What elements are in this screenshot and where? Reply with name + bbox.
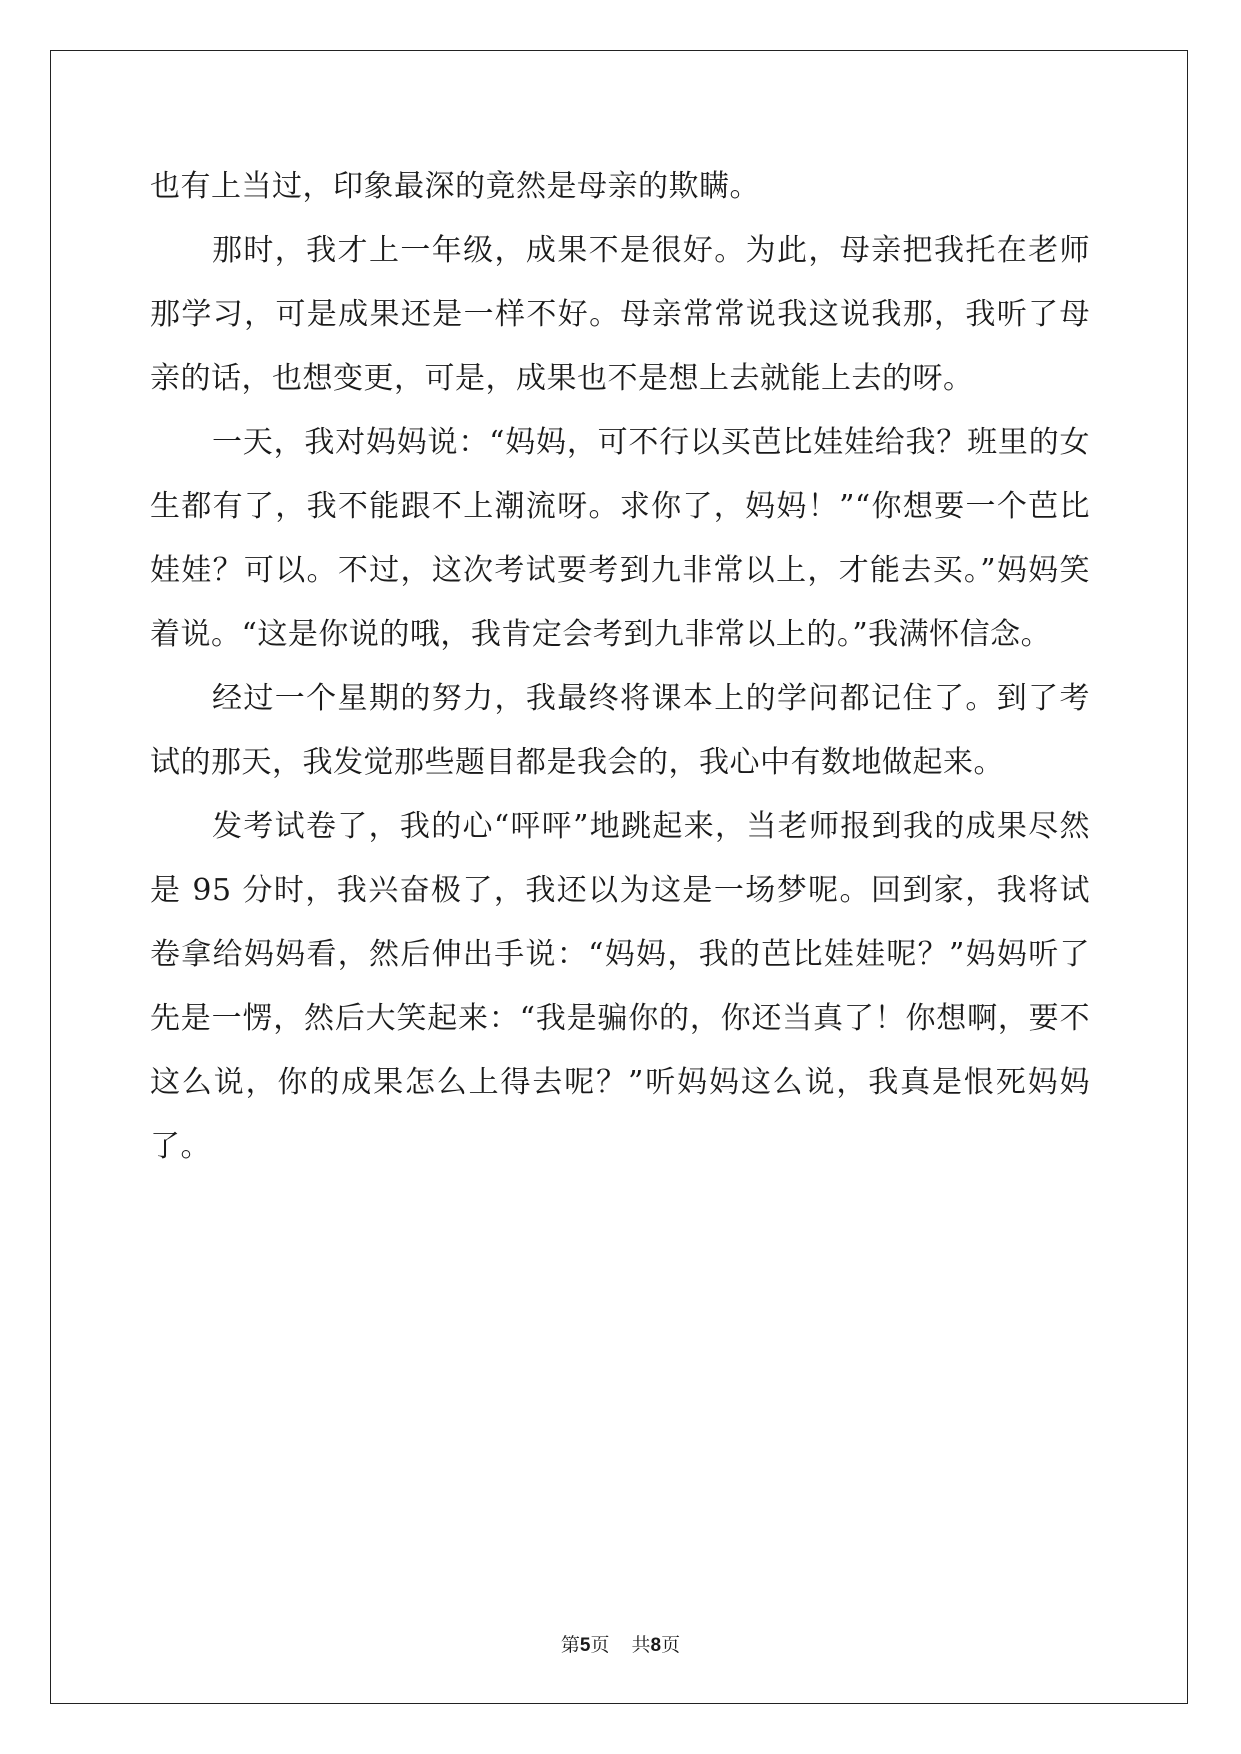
page-footer (0, 1630, 1241, 1657)
paragraph-1: 也有上当过，印象最深的竟然是母亲的欺瞒。 (150, 169, 760, 204)
footer-total-pages: 8 (650, 1635, 662, 1656)
document-body (150, 155, 1090, 1179)
footer-total-prefix: 共 (631, 1634, 651, 1656)
paragraph-2: 那时，我才上一年级，成果不是很好。为此，母亲把我托在老师那学习，可是成果还是一样不好。母亲常常说我这说我那，我听了母亲的话，也想变更，可是，成果也不是想上去就能上去的呀。 (150, 233, 1090, 396)
footer-page-suffix: 页 (590, 1634, 610, 1656)
footer-page-number: 5 (579, 1635, 591, 1656)
paragraph-5: 发考试卷了，我的心“呯呯”地跳起来，当老师报到我的成果尽然是 95 分时，我兴奋极了，我还以为这是一场梦呢。回到家，我将试卷拿给妈妈看，然后伸出手说：“妈妈，我的芭比娃娃呢？”妈妈听了先是一愣，然后大笑起来：“我是骗你的，你还当真了！你想啊，要不这么说，你的成果怎么上得去呢？”听妈妈这么说，我真是恨死妈妈了。 (150, 809, 1090, 1164)
footer-prefix: 第 (560, 1634, 580, 1656)
paragraph-4: 经过一个星期的努力，我最终将课本上的学问都记住了。到了考试的那天，我发觉那些题目都是我会的，我心中有数地做起来。 (150, 681, 1090, 780)
paragraph-3: 一天，我对妈妈说：“妈妈，可不行以买芭比娃娃给我？班里的女生都有了，我不能跟不上潮流呀。求你了，妈妈！”“你想要一个芭比娃娃？可以。不过，这次考试要考到九非常以上，才能去买。”妈妈笑着说。“这是你说的哦，我肯定会考到九非常以上的。”我满怀信念。 (150, 425, 1090, 652)
footer-total-suffix: 页 (661, 1634, 681, 1656)
